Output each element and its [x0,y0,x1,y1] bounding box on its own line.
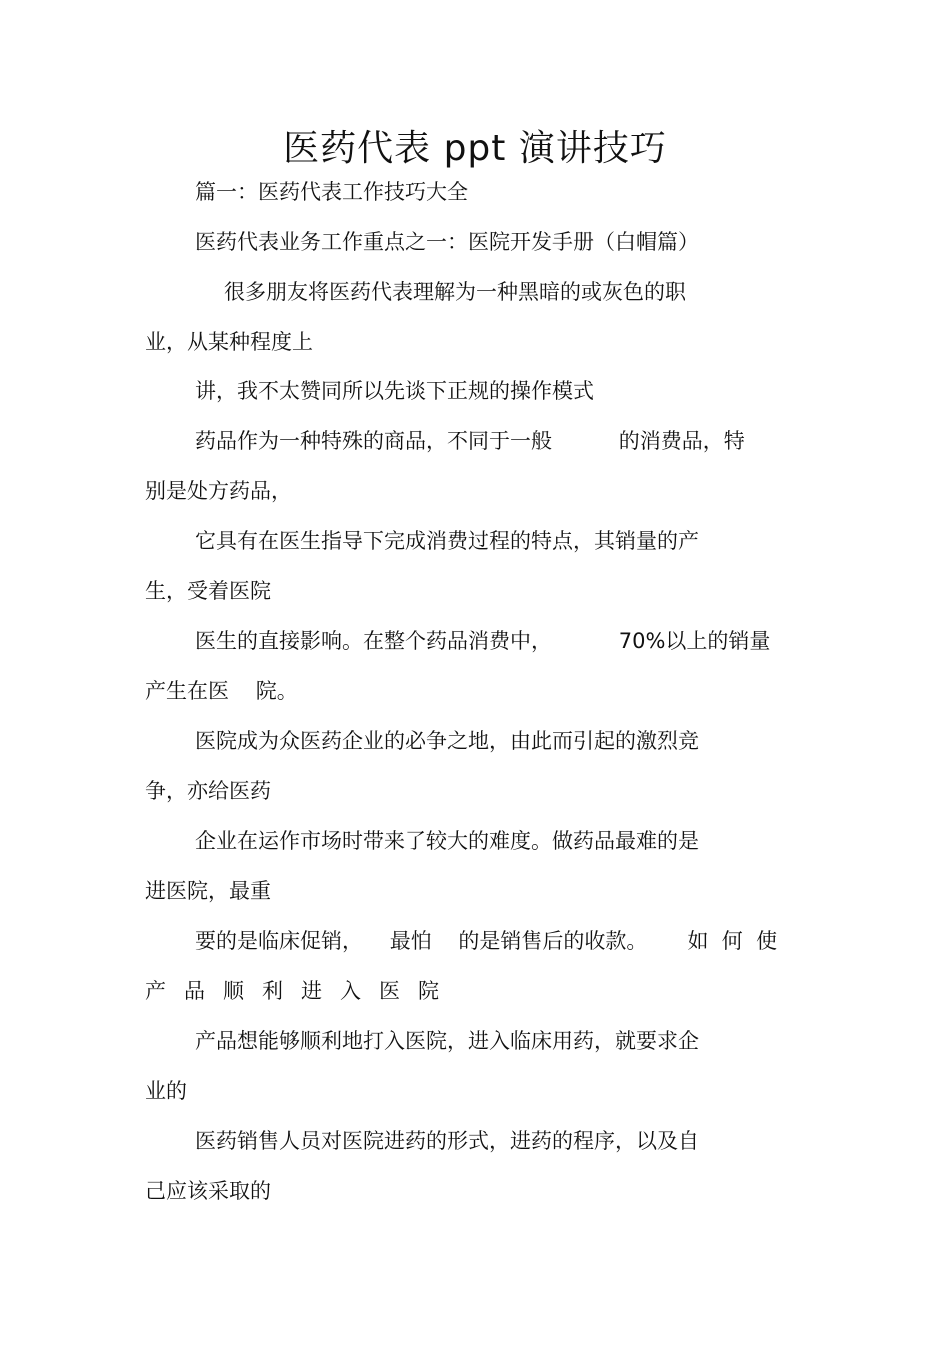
paragraph-line: 别是处方药品， [145,479,292,503]
paragraph-line: 产品顺利进入医院 [145,979,457,1003]
paragraph-line: 篇一：医药代表工作技巧大全 [195,180,468,204]
paragraph-line: 药品作为一种特殊的商品，不同于一般 的消费品，特 [195,429,745,453]
paragraph-line: 业的 [145,1079,187,1103]
paragraph-line: 很多朋友将医药代表理解为一种黑暗的或灰色的职 [224,280,686,304]
paragraph-line: 生，受着医院 [145,579,271,603]
paragraph-line: 产生在医 院。 [145,679,298,703]
paragraph-line: 要的是临床促销， 最怕 的是销售后的收款。 如 何 使 [195,929,778,953]
paragraph-line: 产品想能够顺利地打入医院，进入临床用药，就要求企 [195,1029,699,1053]
paragraph-line: 医药销售人员对医院进药的形式，进药的程序，以及自 [195,1129,699,1153]
paragraph-line: 医院成为众医药企业的必争之地，由此而引起的激烈竞 [195,729,699,753]
paragraph-line: 医生的直接影响。在整个药品消费中， 70%以上的销量 [195,629,771,653]
paragraph-line: 己应该采取的 [145,1179,271,1203]
paragraph-line: 医药代表业务工作重点之一：医院开发手册（白帽篇） [195,230,699,254]
paragraph-line: 企业在运作市场时带来了较大的难度。做药品最难的是 [195,829,699,853]
paragraph-line: 争，亦给医药 [145,779,271,803]
paragraph-line: 业，从某种程度上 [145,330,313,354]
paragraph-line: 讲，我不太赞同所以先谈下正规的操作模式 [195,379,594,403]
document-title: 医药代表 ppt 演讲技巧 [283,128,667,169]
paragraph-line: 进医院，最重 [145,879,271,903]
paragraph-line: 它具有在医生指导下完成消费过程的特点，其销量的产 [195,529,699,553]
